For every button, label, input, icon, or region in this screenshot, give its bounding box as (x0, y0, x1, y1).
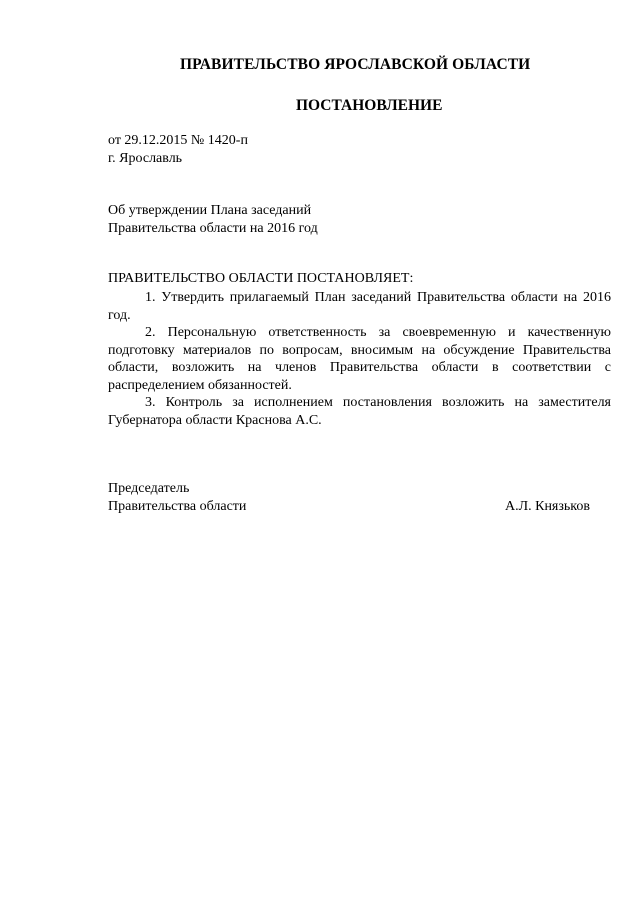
government-title: ПРАВИТЕЛЬСТВО ЯРОСЛАВСКОЙ ОБЛАСТИ (180, 56, 531, 73)
signature-line (108, 498, 590, 516)
document-subject (108, 202, 318, 237)
resolution-item-1: 1. Утвердить прилагаемый План заседаний Правительства области на 2016 год. (108, 290, 611, 323)
signatory-name: А.Л. Князьков (505, 498, 590, 514)
signature-title-line-1: Председатель (108, 481, 190, 496)
document-body (108, 289, 611, 429)
document-type: ПОСТАНОВЛЕНИЕ (296, 97, 443, 114)
resolution-item-3: 3. Контроль за исполнением постановления возложить на заместителя Губернатора области Краснова А.С. (108, 395, 611, 428)
subject-line-1: Об утверждении Плана заседаний (108, 203, 312, 218)
date-number: от 29.12.2015 № 1420-п (108, 133, 248, 148)
resolves-heading: ПРАВИТЕЛЬСТВО ОБЛАСТИ ПОСТАНОВЛЯЕТ: (108, 271, 414, 286)
city: г. Ярославль (108, 150, 183, 166)
signature-block (108, 480, 590, 515)
document-meta (108, 132, 248, 167)
signature-title-line-2: Правительства области (108, 498, 247, 514)
resolution-item-2: 2. Персональную ответственность за своевременную и качественную подготовку материалов по вопросам, вносимым на обсуждение Правительства области, возложить на членов Правительства области в соответствии с распределением обязанностей. (108, 325, 611, 393)
subject-line-2: Правительства области на 2016 год (108, 220, 318, 236)
